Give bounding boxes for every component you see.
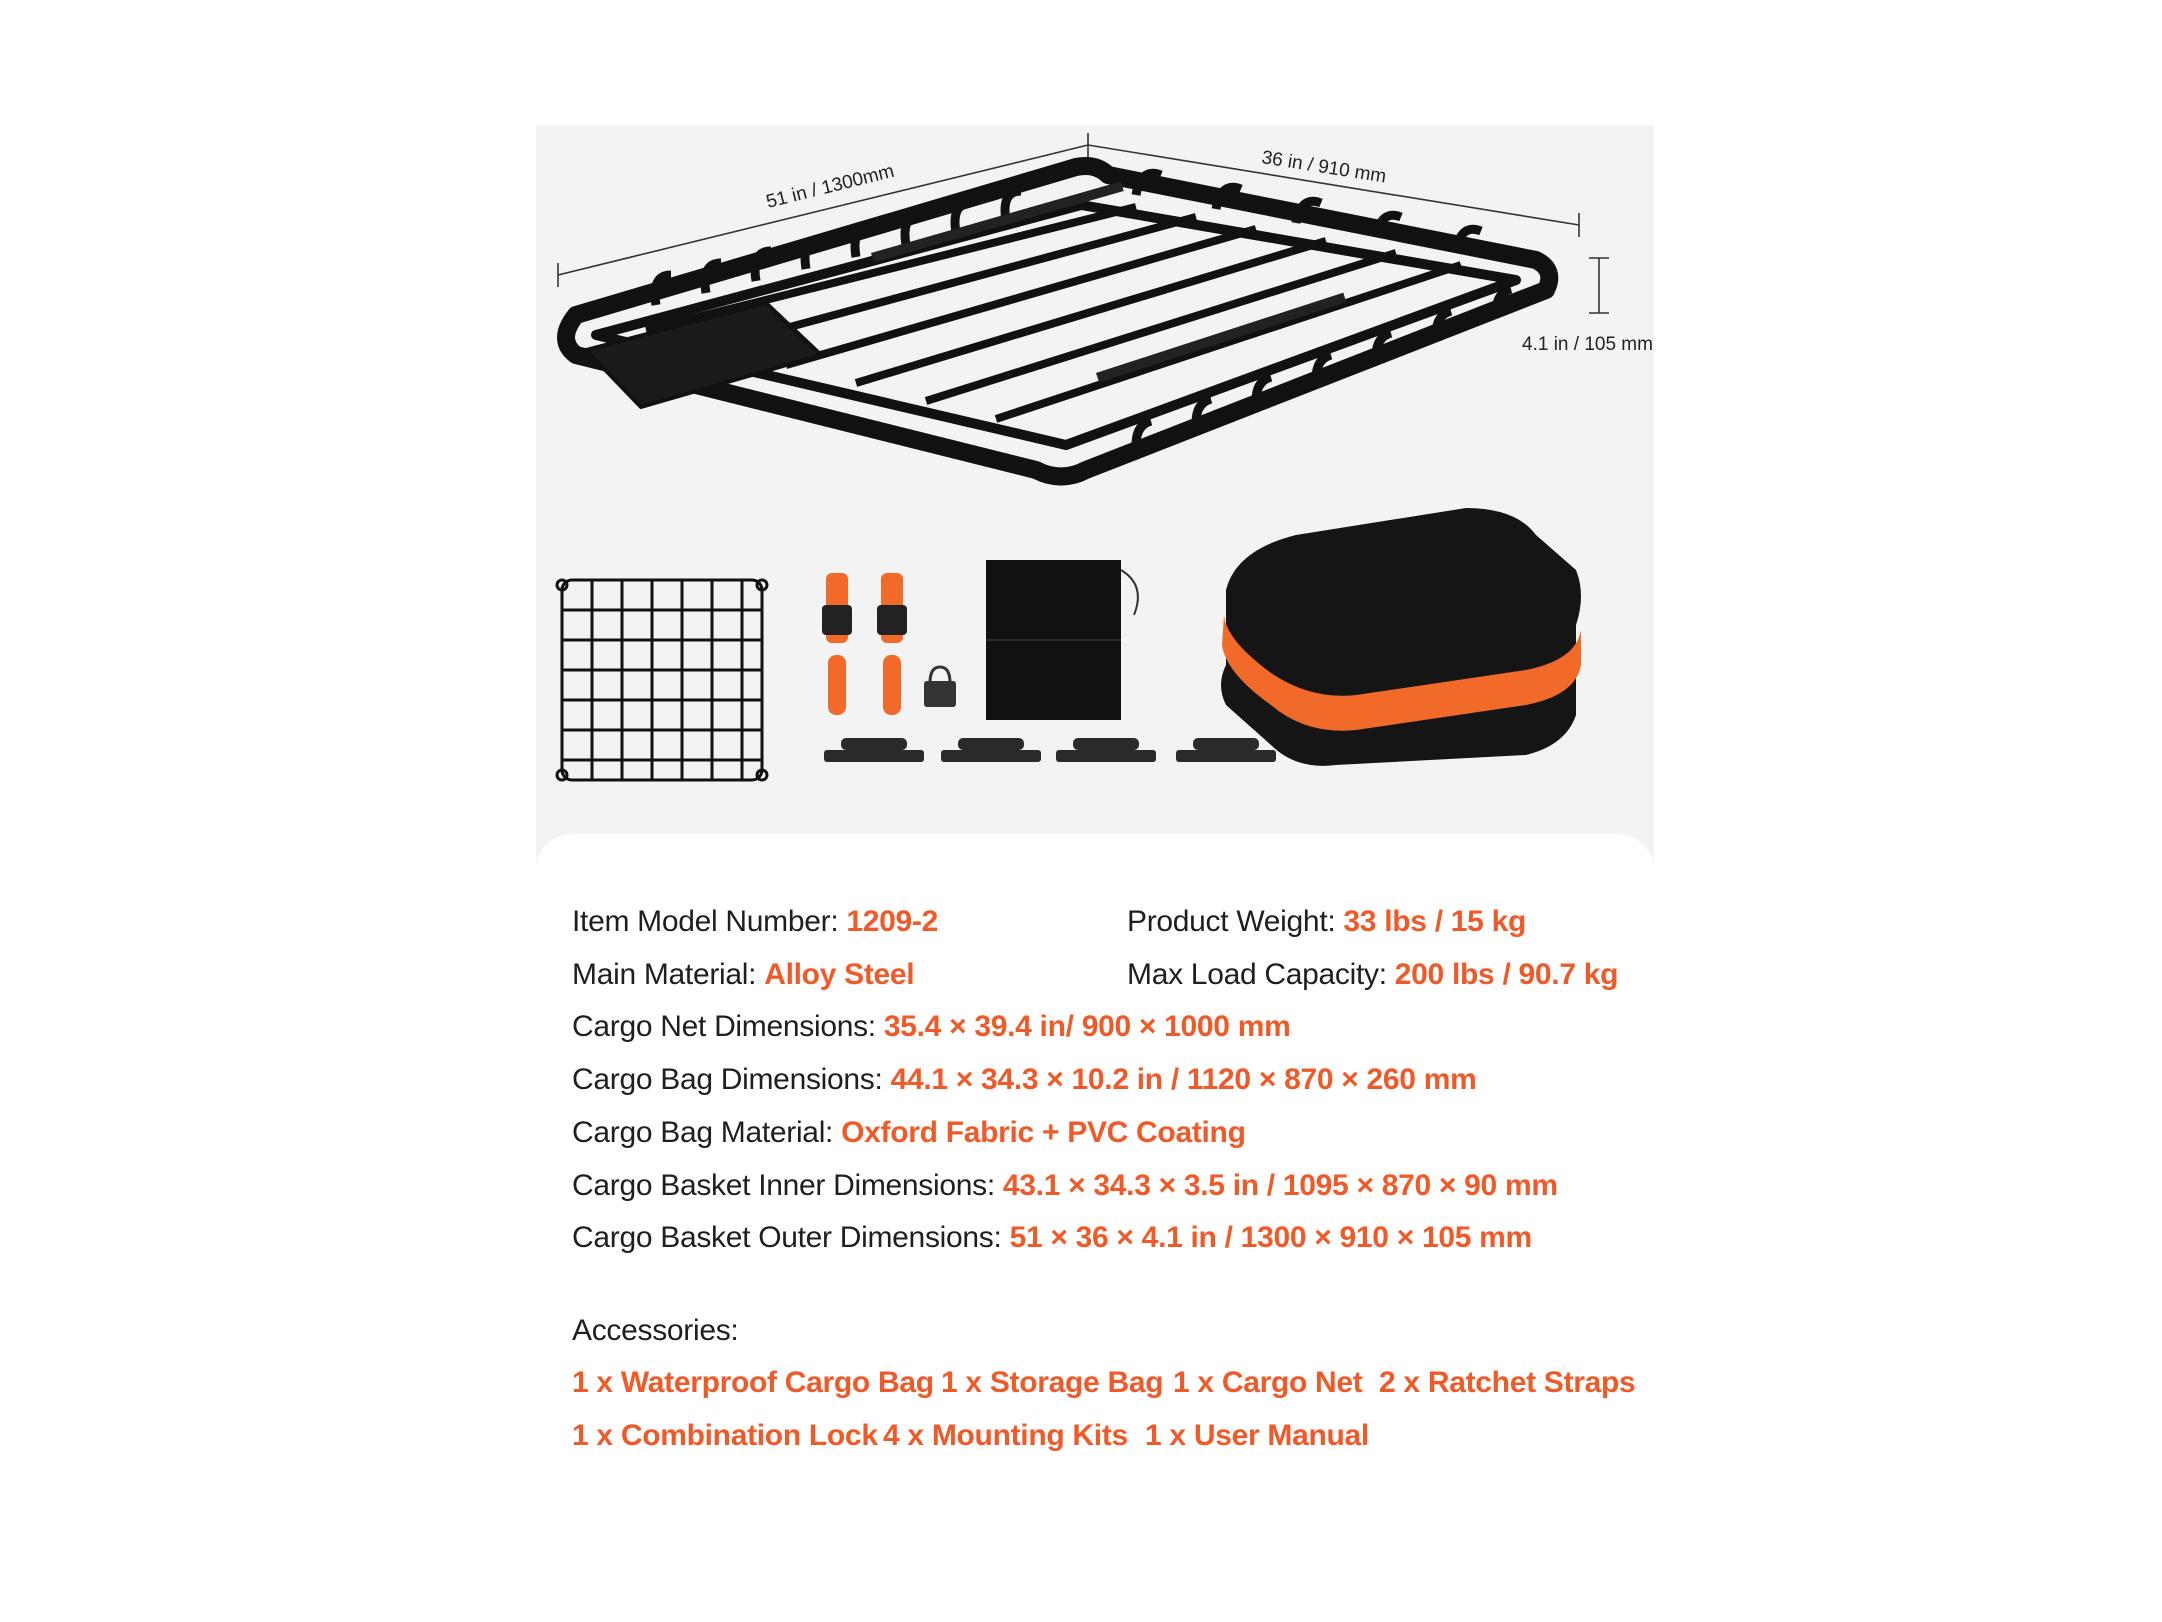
spec-value: 1209-2 — [846, 905, 939, 938]
spec-cargo-bag-material — [572, 1115, 1246, 1151]
cargo-net-icon — [557, 580, 767, 780]
accessory-item: 1 x Cargo Net — [1173, 1366, 1363, 1399]
spec-value: Alloy Steel — [764, 958, 915, 991]
spec-cargo-basket-outer-dimensions — [572, 1220, 1532, 1256]
spec-value: 44.1 × 34.3 × 10.2 in / 1120 × 870 × 260 mm — [890, 1063, 1477, 1096]
spec-cargo-bag-dimensions — [572, 1062, 1476, 1098]
spec-label: Cargo Bag Material: — [572, 1116, 842, 1149]
spec-value: 51 × 36 × 4.1 in / 1300 × 910 × 105 mm — [1009, 1221, 1532, 1254]
spec-value: 200 lbs / 90.7 kg — [1394, 958, 1619, 991]
spec-main-material — [572, 957, 914, 993]
spec-value: Oxford Fabric + PVC Coating — [841, 1116, 1246, 1149]
specifications-panel — [536, 834, 1654, 1517]
length-dimension-label: 51 in / 1300mm — [764, 160, 897, 213]
height-dimension-label: 4.1 in / 105 mm — [1522, 334, 1653, 355]
accessory-item: 1 x User Manual — [1145, 1419, 1369, 1452]
spec-label: Product Weight: — [1127, 905, 1344, 938]
cargo-bag-icon — [1221, 508, 1581, 766]
spec-value: 35.4 × 39.4 in/ 900 × 1000 mm — [883, 1010, 1291, 1043]
spec-value: 33 lbs / 15 kg — [1343, 905, 1526, 938]
spec-label: Max Load Capacity: — [1127, 958, 1395, 991]
ratchet-strap-icon — [822, 573, 907, 715]
mounting-kit-icon — [824, 738, 1276, 762]
spec-max-load-capacity — [1127, 957, 1618, 993]
accessory-item: 1 x Waterproof Cargo Bag — [572, 1366, 934, 1399]
spec-label: Cargo Bag Dimensions: — [572, 1063, 891, 1096]
spec-label: Cargo Basket Outer Dimensions: — [572, 1221, 1010, 1254]
spec-cargo-net-dimensions — [572, 1009, 1290, 1045]
spec-cargo-basket-inner-dimensions — [572, 1168, 1558, 1204]
accessory-item: 4 x Mounting Kits — [883, 1419, 1128, 1452]
spec-value: 43.1 × 34.3 × 3.5 in / 1095 × 870 × 90 mm — [1002, 1169, 1558, 1202]
storage-bag-icon — [986, 560, 1138, 720]
accessory-item: 1 x Storage Bag — [941, 1366, 1164, 1399]
spec-label: Item Model Number: — [572, 905, 847, 938]
accessory-item: 2 x Ratchet Straps — [1379, 1366, 1636, 1399]
spec-label: Cargo Basket Inner Dimensions: — [572, 1169, 1003, 1202]
spec-label: Main Material: — [572, 958, 765, 991]
spec-item-model-number — [572, 904, 938, 940]
product-illustration — [536, 125, 1654, 835]
spec-label: Cargo Net Dimensions: — [572, 1010, 884, 1043]
width-dimension-label: 36 in / 910 mm — [1260, 147, 1388, 188]
accessory-item: 1 x Combination Lock — [572, 1419, 878, 1452]
combination-lock-icon — [924, 667, 956, 707]
spec-product-weight — [1127, 904, 1526, 940]
roof-rack-basket-icon — [566, 166, 1549, 477]
accessories-title: Accessories: — [572, 1314, 739, 1347]
